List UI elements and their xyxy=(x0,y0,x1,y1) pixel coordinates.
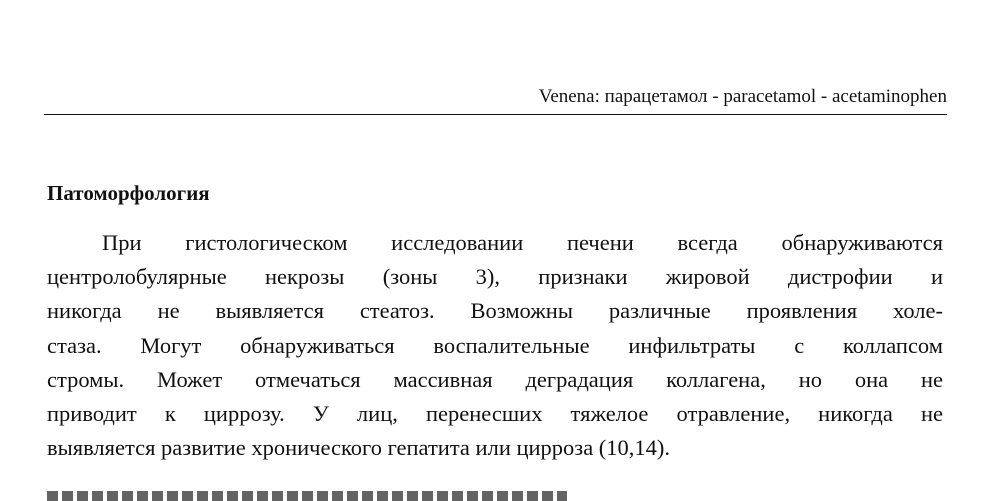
paragraph-line: При гистологическом исследовании печени всегда обнаруживаются xyxy=(102,230,943,255)
paragraph-line: центролобулярные некрозы (зоны 3), признаки жировой дистрофии и xyxy=(47,264,943,290)
paragraph-line: выявляется развитие хронического гепатита или цирроза (10,14). xyxy=(47,435,671,461)
section-heading: Патоморфология xyxy=(47,181,210,205)
running-header: Venena: парацетамол - paracetamol - acetaminophen xyxy=(538,86,947,107)
header-rule xyxy=(44,114,947,115)
paragraph-line: стромы. Может отмечаться массивная деградация коллагена, но она не xyxy=(47,366,943,392)
paragraph-line: стаза. Могут обнаруживаться воспалительные инфильтраты с коллапсом xyxy=(47,332,943,358)
paragraph-line: приводит к циррозу. У лиц, перенесших тяжелое отравление, никогда не xyxy=(47,400,943,426)
body-paragraph xyxy=(47,226,943,465)
cropped-next-heading xyxy=(47,491,567,501)
paragraph-line: никогда не выявляется стеатоз. Возможны различные проявления холе- xyxy=(47,298,943,324)
